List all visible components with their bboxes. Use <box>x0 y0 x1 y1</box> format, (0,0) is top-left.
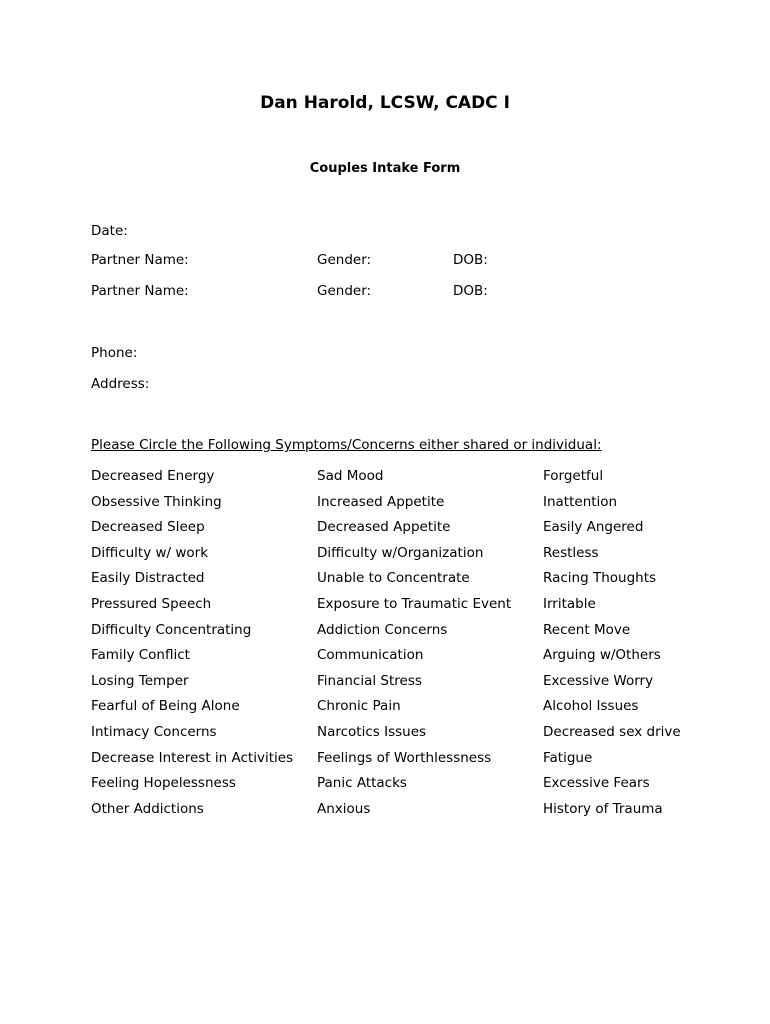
symptom-item[interactable]: Other Addictions <box>91 800 204 817</box>
symptom-item[interactable]: Obsessive Thinking <box>91 493 222 510</box>
symptom-item[interactable]: Inattention <box>543 493 618 510</box>
symptoms-instruction: Please Circle the Following Symptoms/Concerns either shared or individual: <box>91 437 602 453</box>
symptom-item[interactable]: Sad Mood <box>317 468 384 484</box>
partner2-gender-label: Gender: <box>317 283 372 299</box>
symptom-item[interactable]: Pressured Speech <box>91 595 212 612</box>
symptom-item[interactable]: Excessive Fears <box>543 775 650 792</box>
symptom-item[interactable]: Feeling Hopelessness <box>91 775 236 792</box>
symptom-item[interactable]: Excessive Worry <box>543 672 654 689</box>
symptom-item[interactable]: Decrease Interest in Activities <box>91 749 294 766</box>
symptom-item[interactable]: Family Conflict <box>91 647 190 664</box>
symptom-item[interactable]: Difficulty w/ work <box>91 544 209 561</box>
symptom-item[interactable]: Fearful of Being Alone <box>91 698 240 715</box>
symptoms-column-2 <box>317 467 543 825</box>
symptom-item[interactable]: Alcohol Issues <box>543 698 639 715</box>
symptom-item[interactable]: Exposure to Traumatic Event <box>317 595 512 612</box>
symptom-item[interactable]: Difficulty w/Organization <box>317 544 484 561</box>
symptom-item[interactable]: Unable to Concentrate <box>317 570 470 587</box>
symptom-item[interactable]: Intimacy Concerns <box>91 723 217 740</box>
symptom-item[interactable]: Losing Temper <box>91 672 189 689</box>
symptom-item[interactable]: Decreased Appetite <box>317 519 451 536</box>
symptoms-column-1 <box>91 467 317 825</box>
symptom-item[interactable]: History of Trauma <box>543 800 663 817</box>
partner1-dob-label: DOB: <box>453 252 488 268</box>
form-subtitle: Couples Intake Form <box>309 161 461 176</box>
partner1-gender-label: Gender: <box>317 252 372 268</box>
symptom-item[interactable]: Chronic Pain <box>317 698 401 715</box>
symptom-item[interactable]: Irritable <box>543 595 596 612</box>
partner2-dob-label: DOB: <box>453 283 488 299</box>
symptom-item[interactable]: Narcotics Issues <box>317 723 427 740</box>
symptom-item[interactable]: Forgetful <box>543 468 604 484</box>
symptom-item[interactable]: Restless <box>543 544 599 561</box>
partner2-name-label: Partner Name: <box>91 283 189 299</box>
symptoms-column-3 <box>543 467 769 825</box>
symptom-item[interactable]: Anxious <box>317 800 371 817</box>
partner1-name-label: Partner Name: <box>91 252 189 268</box>
symptom-item[interactable]: Addiction Concerns <box>317 621 448 638</box>
symptom-item[interactable]: Easily Angered <box>543 519 644 536</box>
phone-label: Phone: <box>91 345 138 361</box>
symptom-item[interactable]: Difficulty Concentrating <box>91 621 252 638</box>
symptom-item[interactable]: Decreased sex drive <box>543 723 681 740</box>
symptom-item[interactable]: Communication <box>317 647 424 664</box>
page-title: Dan Harold, LCSW, CADC I <box>260 93 510 113</box>
symptom-item[interactable]: Easily Distracted <box>91 570 205 587</box>
symptom-item[interactable]: Financial Stress <box>317 672 422 689</box>
symptom-item[interactable]: Recent Move <box>543 621 631 638</box>
symptom-item[interactable]: Arguing w/Others <box>543 647 661 664</box>
symptoms-grid <box>91 467 731 827</box>
symptom-item[interactable]: Decreased Energy <box>91 468 215 484</box>
symptom-item[interactable]: Feelings of Worthlessness <box>317 749 492 766</box>
symptom-item[interactable]: Racing Thoughts <box>543 570 657 587</box>
symptom-item[interactable]: Decreased Sleep <box>91 519 205 536</box>
date-label: Date: <box>91 223 128 239</box>
address-label: Address: <box>91 376 150 392</box>
symptom-item[interactable]: Fatigue <box>543 749 593 766</box>
symptom-item[interactable]: Increased Appetite <box>317 493 445 510</box>
symptom-item[interactable]: Panic Attacks <box>317 775 407 792</box>
